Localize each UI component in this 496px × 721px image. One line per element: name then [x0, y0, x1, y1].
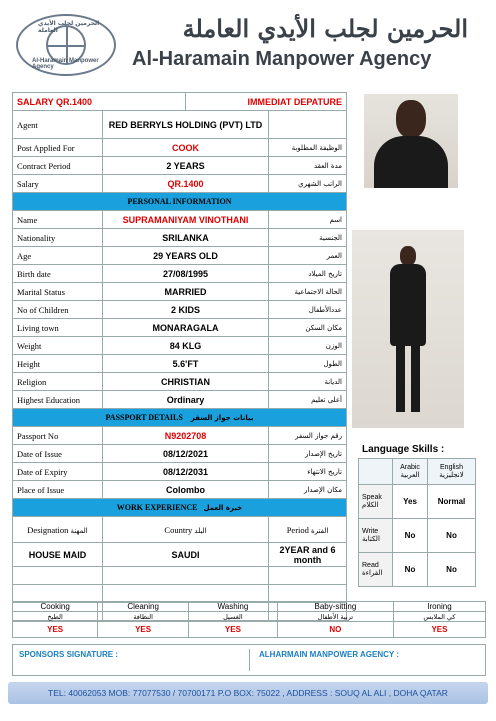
arabic-level: No: [393, 553, 428, 587]
departure-headline: IMMEDIAT DEPATURE: [186, 93, 347, 111]
row-value: 2 YEARS: [103, 157, 269, 175]
language-skills-title: Language Skills :: [362, 444, 445, 455]
header: [0, 0, 496, 88]
row-value: 2 KIDS: [103, 301, 269, 319]
row-label: Salary: [13, 175, 103, 193]
language-row: [359, 485, 476, 519]
skill-label-arabic: الغسيل: [188, 612, 277, 622]
row-value: RED BERRYLS HOLDING (PVT) LTD: [103, 111, 269, 139]
language-skills-table: [358, 458, 476, 587]
english-column-label: English: [440, 464, 463, 471]
detail-row: [13, 373, 347, 391]
row-label-arabic: الديانة: [269, 373, 347, 391]
language-row-label-ar: الكلام: [362, 501, 379, 509]
arabic-column-label-ar: العربية: [400, 471, 420, 479]
detail-row: [13, 337, 347, 355]
row-label-arabic: تاريخ الميلاد: [269, 265, 347, 283]
period-header-arabic: الفترة: [311, 526, 329, 535]
detail-row: [13, 175, 347, 193]
row-value: 08/12/2021: [103, 445, 269, 463]
full-body-photo: [352, 230, 464, 428]
photo-head: [400, 246, 416, 266]
skills-arabic-row: [13, 612, 486, 622]
skill-value: YES: [98, 622, 189, 638]
english-column-label-ar: لانجليزية: [439, 471, 464, 479]
detail-row: [13, 391, 347, 409]
row-label-arabic: اسم: [269, 211, 347, 229]
row-label-arabic: الحالة الاجتماعية: [269, 283, 347, 301]
row-label: Passport No: [13, 427, 103, 445]
skills-table: [12, 601, 486, 638]
row-label-arabic: مكان السكن: [269, 319, 347, 337]
english-level: Normal: [428, 485, 476, 519]
language-row-label: Speak: [362, 494, 382, 501]
work-country: SAUDI: [103, 543, 269, 567]
row-label: Age: [13, 247, 103, 265]
salary-headline: SALARY QR.1400: [13, 93, 186, 111]
detail-row: [13, 265, 347, 283]
photo-body: [374, 136, 448, 188]
language-row-label-ar: القراءة: [362, 569, 383, 577]
logo-english-text: Al-Haramain Manpower Agency: [32, 58, 99, 70]
row-value: MONARAGALA: [103, 319, 269, 337]
photo-head: [396, 100, 426, 138]
section-title: PERSONAL INFORMATION: [13, 193, 347, 211]
candidate-details-table: [12, 92, 347, 621]
language-row-label: Write: [362, 528, 379, 535]
row-value: Colombo: [103, 481, 269, 499]
designation-header-arabic: المهنة: [70, 526, 88, 535]
logo-arabic-text: الحرمين لجلب الأيدي العاملة: [38, 20, 100, 34]
row-value: 08/12/2031: [103, 463, 269, 481]
detail-row: [13, 319, 347, 337]
work-period: 2YEAR and 6 month: [269, 543, 347, 567]
detail-row: [13, 355, 347, 373]
detail-row: [13, 481, 347, 499]
company-name-arabic: الحرمين لجلب الأيدي العاملة: [182, 14, 468, 43]
row-label: Place of Issue: [13, 481, 103, 499]
language-row-label: Read: [362, 562, 379, 569]
language-header-row: [359, 459, 476, 485]
row-label-arabic: أعلى تعليم: [269, 391, 347, 409]
row-label: Weight: [13, 337, 103, 355]
detail-row: [13, 229, 347, 247]
detail-row: [13, 111, 347, 139]
company-logo: [16, 14, 116, 76]
company-name-english: Al-Haramain Manpower Agency: [132, 48, 432, 70]
row-value: SRILANKA: [103, 229, 269, 247]
row-label-arabic: الوزن: [269, 337, 347, 355]
row-value: Ordinary: [103, 391, 269, 409]
row-label: Living town: [13, 319, 103, 337]
row-value: CHRISTIAN: [103, 373, 269, 391]
row-label-arabic: تاريخ الإصدار: [269, 445, 347, 463]
skill-value: YES: [393, 622, 485, 638]
detail-row: [13, 139, 347, 157]
skill-label-arabic: تربية الأطفال: [277, 612, 393, 622]
signature-divider: [249, 649, 250, 671]
row-label-arabic: الطول: [269, 355, 347, 373]
skill-label: Cleaning: [98, 602, 189, 612]
country-header: Country: [164, 524, 193, 535]
skill-label: Washing: [188, 602, 277, 612]
detail-row: [13, 211, 347, 229]
row-value: 27/08/1995: [103, 265, 269, 283]
row-value: COOK: [103, 139, 269, 157]
detail-row: [13, 463, 347, 481]
skill-label-arabic: الطبخ: [13, 612, 98, 622]
row-label: Agent: [13, 111, 103, 139]
agency-signature-label: ALHARMAIN MANPOWER AGENCY :: [259, 650, 399, 659]
work-designation: HOUSE MAID: [13, 543, 103, 567]
skill-label: Ironing: [393, 602, 485, 612]
row-label: Religion: [13, 373, 103, 391]
skill-value: YES: [13, 622, 98, 638]
detail-row: [13, 427, 347, 445]
section-title-arabic: خبرة العمل: [203, 504, 243, 512]
row-label-arabic: [269, 111, 347, 139]
section-title-arabic: بيانات جواز السفر: [190, 414, 254, 422]
row-label-arabic: الوظيفة المطلوبة: [269, 139, 347, 157]
row-label: Marital Status: [13, 283, 103, 301]
country-header-arabic: البلد: [194, 526, 207, 535]
designation-header: Designation: [27, 524, 69, 535]
arabic-level: Yes: [393, 485, 428, 519]
row-label: Date of Issue: [13, 445, 103, 463]
row-value: 84 KLG: [103, 337, 269, 355]
work-row-empty: [13, 567, 347, 585]
skills-label-row: [13, 602, 486, 612]
work-row-empty: [13, 585, 347, 603]
row-label: Post Applied For: [13, 139, 103, 157]
section-header-personal: [13, 193, 347, 211]
language-row: [359, 519, 476, 553]
row-label-arabic: مدة العقد: [269, 157, 347, 175]
row-value: 5.6'FT: [103, 355, 269, 373]
section-header-passport: [13, 409, 347, 427]
row-label-arabic: مكان الإصدار: [269, 481, 347, 499]
work-header-row: [13, 517, 347, 543]
contact-footer: TEL: 40062053 MOB: 77077530 / 70700171 P.O BOX: 75022 , ADDRESS : SOUQ AL ALI , DOHA QATAR: [8, 682, 488, 704]
skill-label: Cooking: [13, 602, 98, 612]
english-level: No: [428, 519, 476, 553]
salary-row: [13, 93, 347, 111]
detail-row: [13, 301, 347, 319]
skill-value: NO: [277, 622, 393, 638]
row-label: No of Children: [13, 301, 103, 319]
row-label: Name: [13, 211, 103, 229]
period-header: Period: [286, 524, 309, 535]
detail-row: [13, 157, 347, 175]
detail-row: [13, 247, 347, 265]
photo-leg: [411, 344, 420, 412]
row-label-arabic: عددالأطفال: [269, 301, 347, 319]
row-label-arabic: تاريخ الانتهاء: [269, 463, 347, 481]
signature-box: [12, 644, 486, 676]
skills-value-row: [13, 622, 486, 638]
row-label: Date of Expiry: [13, 463, 103, 481]
detail-row: [13, 445, 347, 463]
row-label: Height: [13, 355, 103, 373]
english-level: No: [428, 553, 476, 587]
row-label-arabic: الجنسية: [269, 229, 347, 247]
row-value: QR.1400: [103, 175, 269, 193]
sponsor-signature-label: SPONSORS SIGNATURE :: [19, 650, 118, 659]
detail-row: [13, 283, 347, 301]
row-label-arabic: الراتب الشهري: [269, 175, 347, 193]
arabic-column-label: Arabic: [400, 464, 420, 471]
row-label: Birth date: [13, 265, 103, 283]
row-value: SUPRAMANIYAM VINOTHANI: [103, 211, 269, 229]
language-row-label-ar: الكتابة: [362, 535, 380, 543]
work-row: [13, 543, 347, 567]
row-value: MARRIED: [103, 283, 269, 301]
section-title: PASSPORT DETAILS: [105, 413, 183, 422]
section-title: WORK EXPERIENCE: [116, 503, 198, 512]
row-label: Contract Period: [13, 157, 103, 175]
photo-body: [390, 264, 426, 346]
section-header-work: [13, 499, 347, 517]
row-value: 29 YEARS OLD: [103, 247, 269, 265]
language-row: [359, 553, 476, 587]
skill-label-arabic: كي الملابس: [393, 612, 485, 622]
arabic-level: No: [393, 519, 428, 553]
skill-label: Baby-sitting: [277, 602, 393, 612]
row-label: Highest Education: [13, 391, 103, 409]
row-label-arabic: العمر: [269, 247, 347, 265]
portrait-photo: [364, 94, 458, 188]
row-label-arabic: رقم جواز السفر: [269, 427, 347, 445]
skill-label-arabic: النظافة: [98, 612, 189, 622]
skill-value: YES: [188, 622, 277, 638]
row-label: Nationality: [13, 229, 103, 247]
photo-leg: [396, 344, 405, 412]
row-value: N9202708: [103, 427, 269, 445]
